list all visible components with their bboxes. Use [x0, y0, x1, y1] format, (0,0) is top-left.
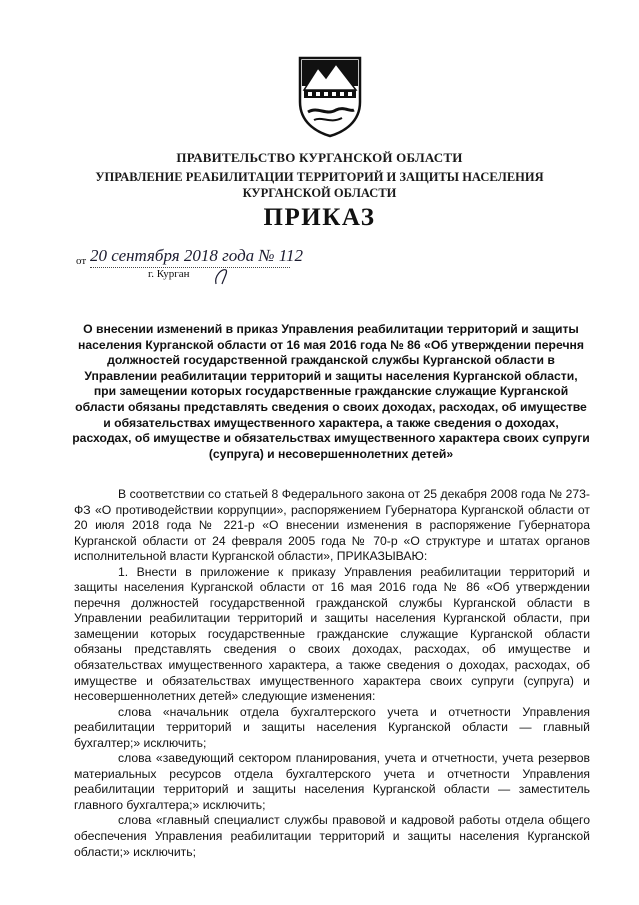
- department-title-line1: УПРАВЛЕНИЕ РЕАБИЛИТАЦИИ ТЕРРИТОРИЙ И ЗАЩИТЫ НАСЕЛЕНИЯ: [95, 170, 544, 184]
- handwritten-date-number: 20 сентября 2018 года № 112: [90, 246, 303, 265]
- department-title-line2: КУРГАНСКОЙ ОБЛАСТИ: [242, 186, 397, 200]
- document-body: [74, 487, 590, 860]
- preamble-paragraph: В соответствии со статьей 8 Федерального закона от 25 декабря 2008 года № 273-ФЗ «О противодействии коррупции», распоряжением Губернатора Курганской области от 20 июля 2018 года № 221-р «О внесении изменения в распоряжение Губернатора Курганской области от 24 февраля 2005 года № 70-р «О структуре и штатах органов исполнительной власти Курганской области», ПРИКАЗЫВАЮ:: [74, 487, 590, 564]
- document-type-title: ПРИКАЗ: [263, 204, 376, 231]
- change-2-paragraph: слова «заведующий сектором планирования, учета и отчетности, учета резервов материальных ресурсов отдела бухгалтерского учета и отчетности Управления реабилитации территорий и защиты населения Курганской области — заместитель главного бухгалтера;» исключить;: [74, 751, 590, 812]
- coat-of-arms-emblem: [296, 56, 364, 138]
- item-1-paragraph: 1. Внести в приложение к приказу Управления реабилитации территорий и защиты населения Курганской области от 16 мая 2016 года № 86 «Об утверждении перечня должностей государственной гражданской службы Курганской области в Управлении реабилитации территорий и защиты населения Курганской области, при замещении которых государственные гражданские служащие Курганской области обязаны представлять сведения о своих доходах, расходах, об имуществе и обязательствах имущественного характера, а также сведения о доходах, расходах, об имуществе и обязательствах имущественного характера своих супруги (супруга) и несовершеннолетних детей» следующие изменения:: [74, 564, 590, 704]
- government-title: ПРАВИТЕЛЬСТВО КУРГАНСКОЙ ОБЛАСТИ: [176, 150, 463, 165]
- handwritten-stroke-mark: [212, 266, 230, 286]
- change-1-paragraph: слова «начальник отдела бухгалтерского учета и отчетности Управления реабилитации территорий и защиты населения Курганской области — главный бухгалтер;» исключить;: [74, 704, 590, 750]
- date-underline: [90, 267, 290, 268]
- change-3-paragraph: слова «главный специалист службы правовой и кадровой работы отдела общего обеспечения Управления реабилитации территорий и защиты населения Курганской области;» исключить;: [74, 813, 590, 859]
- department-title: [0, 169, 639, 201]
- order-subject: О внесении изменений в приказ Управления реабилитации территорий и защиты населения Курганской области от 16 мая 2016 года № 86 «Об утверждении перечня должностей государственной гражданской службы Курганской области в Управлении реабилитации территорий и защиты населения Курганской области, при замещении которых государственные гражданские служащие Курганской области обязаны представлять сведения о своих доходах, расходах, об имуществе и обязательствах имущественного характера, а также сведения о доходах, расходах, об имуществе и обязательствах имущественного характера своих супруги (супруга) и несовершеннолетних детей»: [72, 322, 590, 461]
- date-prefix: от: [76, 255, 87, 267]
- city-label: г. Курган: [148, 268, 190, 280]
